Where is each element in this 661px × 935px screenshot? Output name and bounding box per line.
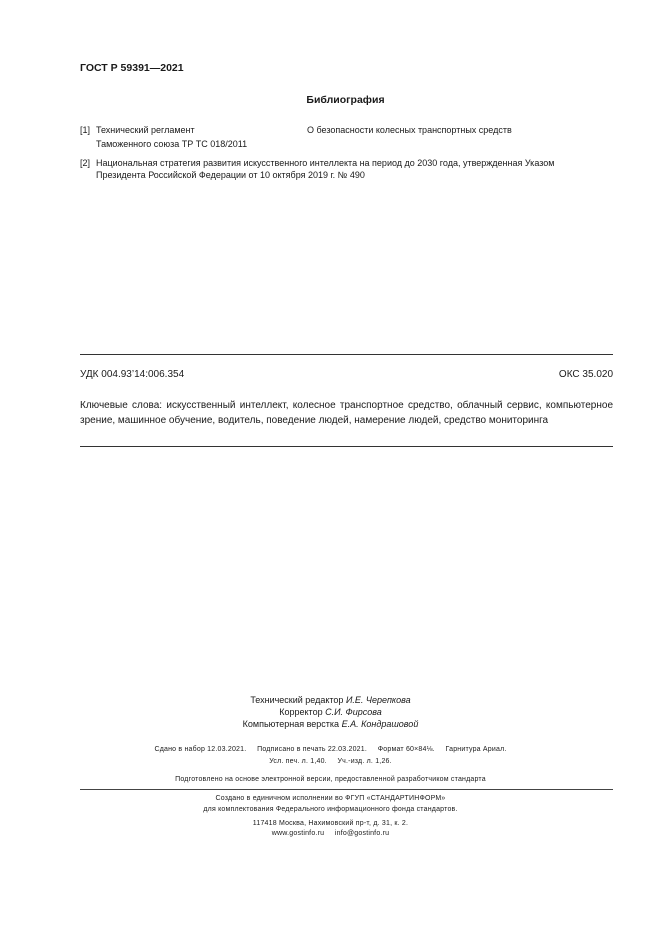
ref-2-line1: Национальная стратегия развития искусственного интеллекта на период до 2030 года, утвержденная Указом xyxy=(96,158,555,168)
bibliography-title: Библиография xyxy=(306,94,385,106)
credit-corrector-label: Корректор xyxy=(279,707,323,717)
divider-top xyxy=(80,354,613,355)
credit-editor xyxy=(0,695,661,705)
ref-1-title-line1: Технический регламент xyxy=(96,125,195,135)
udk-code: УДК 004.93’14:006.354 xyxy=(80,369,185,380)
document-header-standard: ГОСТ Р 59391—2021 xyxy=(80,62,184,74)
imprint-created-line2: для комплектования Федерального информационного фонда стандартов. xyxy=(203,806,458,813)
ref-2-line2: Президента Российской Федерации от 10 октября 2019 г. № 490 xyxy=(96,170,365,180)
imprint-divider xyxy=(80,789,613,790)
ref-1-description: О безопасности колесных транспортных средств xyxy=(307,125,512,135)
oks-code: ОКС 35.020 xyxy=(558,369,613,380)
keywords: Ключевые слова: искусственный интеллект, колесное транспортное средство, облачный сервис, компьютерное зрение, машинное обучение, водитель, поведение людей, намерение людей, средство мониторинга xyxy=(80,400,613,426)
ref-1-number: [1] xyxy=(80,125,91,135)
credit-corrector-name: С.И. Фирсова xyxy=(325,707,382,717)
credit-corrector xyxy=(0,707,661,717)
credit-layout-name: Е.А. Кондрашовой xyxy=(341,719,419,729)
imprint-web-contacts: www.gostinfo.ru info@gostinfo.ru xyxy=(271,830,390,837)
imprint-created-line1: Создано в единичном исполнении во ФГУП «СТАНДАРТИНФОРМ» xyxy=(215,795,446,802)
credit-editor-label: Технический редактор xyxy=(250,695,344,705)
imprint-line2: Усл. печ. л. 1,40. Уч.-изд. л. 1,26. xyxy=(269,758,392,765)
imprint-line1: Сдано в набор 12.03.2021. Подписано в печать 22.03.2021. Формат 60×84⅛. Гарнитура Ариал. xyxy=(154,746,507,753)
credit-layout xyxy=(0,719,661,729)
credit-layout-label: Компьютерная верстка xyxy=(242,719,340,729)
imprint-address: 117418 Москва, Нахимовский пр-т, д. 31, к. 2. xyxy=(252,820,409,827)
ref-2-number: [2] xyxy=(80,158,91,168)
ref-1-title-line2: Таможенного союза ТР ТС 018/2011 xyxy=(96,139,248,149)
imprint-prepared: Подготовлено на основе электронной версии, предоставленной разработчиком стандарта xyxy=(175,776,486,783)
credit-editor-name: И.Е. Черепкова xyxy=(345,695,411,705)
divider-bottom xyxy=(80,446,613,447)
